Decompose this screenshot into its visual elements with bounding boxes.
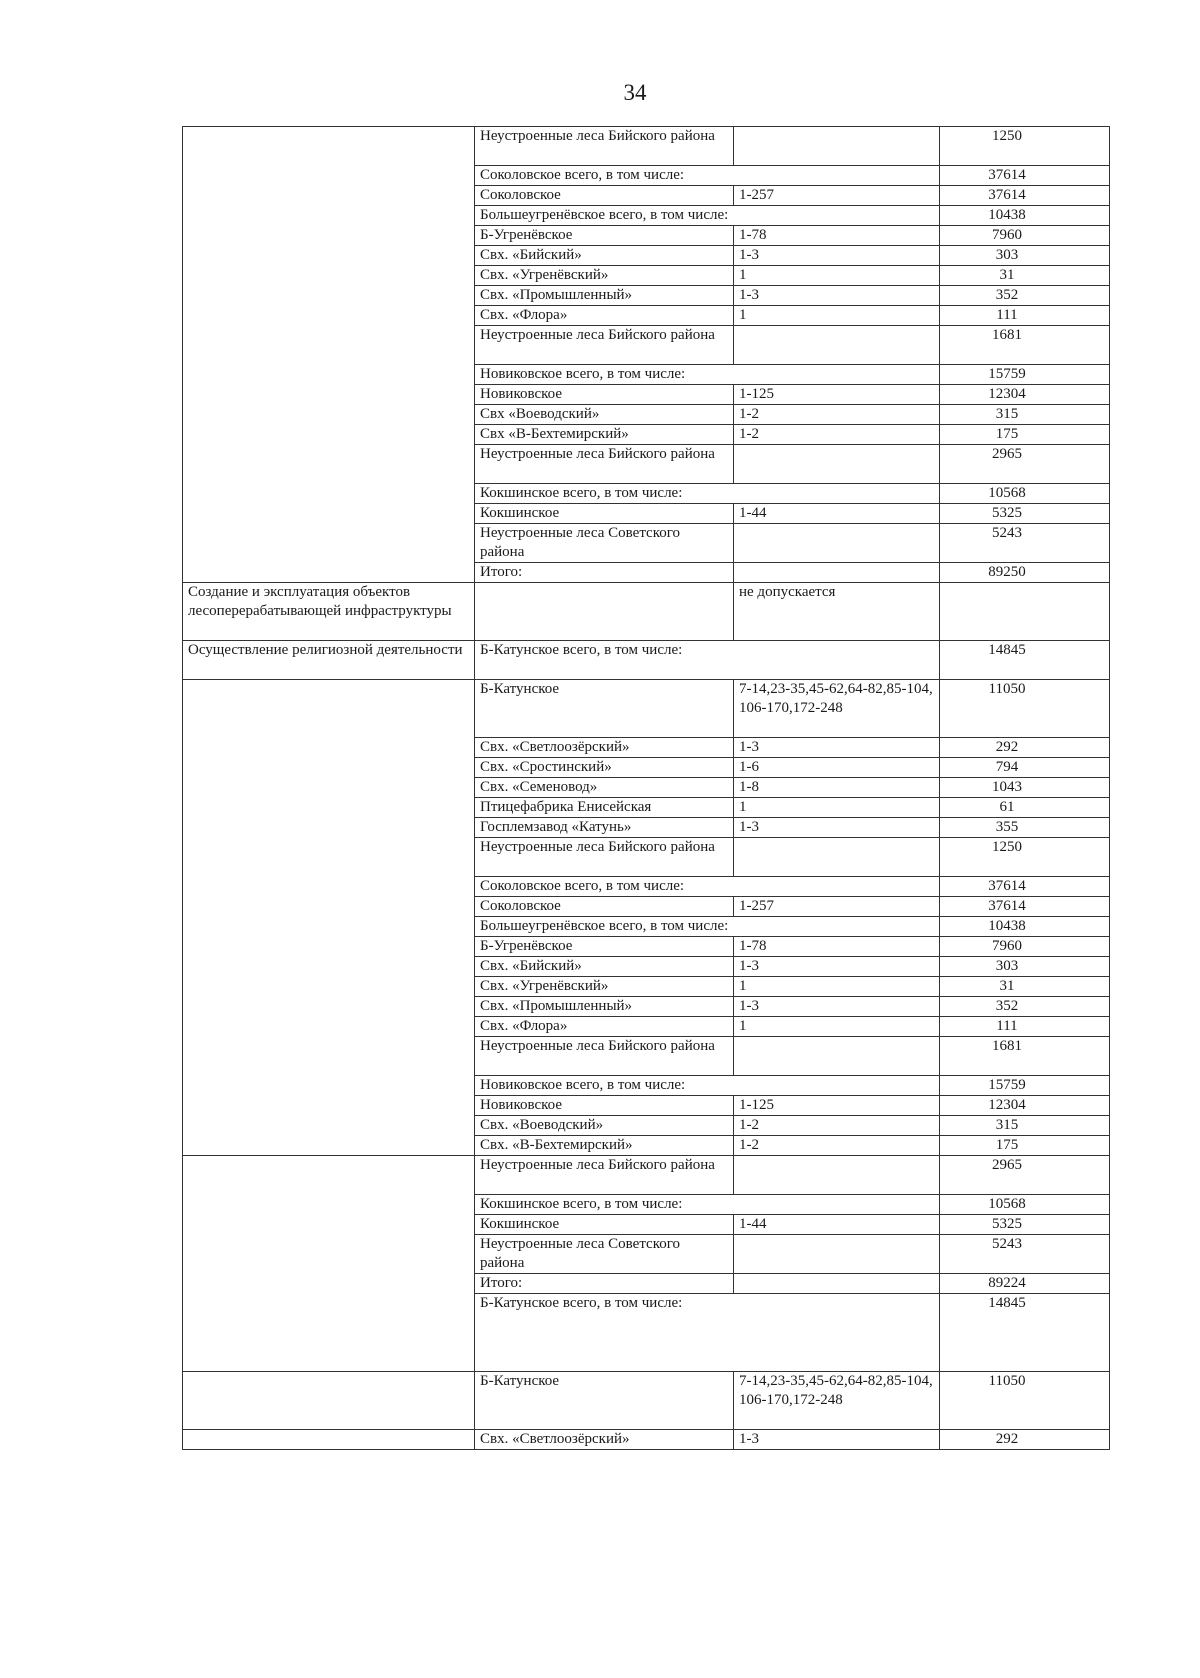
area-cell: 175 [940,425,1110,445]
area-cell: 10438 [940,917,1110,937]
forestry-cell: Свх. «Флора» [475,1017,734,1037]
quarters-cell [734,127,940,166]
quarters-cell: 1 [734,306,940,326]
area-cell: 89224 [940,1274,1110,1294]
area-cell: 37614 [940,897,1110,917]
quarters-cell: 1-44 [734,504,940,524]
area-cell: 5325 [940,504,1110,524]
forestry-cell: Кокшинское всего, в том числе: [475,484,940,504]
forestry-cell: Кокшинское [475,504,734,524]
area-cell [940,583,1110,641]
forestry-cell: Свх. «В-Бехтемирский» [475,1136,734,1156]
forestry-cell: Свх «В-Бехтемирский» [475,425,734,445]
quarters-cell: 1 [734,1017,940,1037]
forestry-cell: Свх «Воеводский» [475,405,734,425]
area-cell: 1681 [940,326,1110,365]
forestry-cell: Неустроенные леса Бийского района [475,127,734,166]
area-cell: 61 [940,798,1110,818]
area-cell: 31 [940,977,1110,997]
forestry-cell: Неустроенные леса Бийского района [475,838,734,877]
quarters-cell: 1-257 [734,897,940,917]
area-cell: 37614 [940,166,1110,186]
area-cell: 111 [940,1017,1110,1037]
page-number: 34 [623,80,647,105]
forestry-cell: Птицефабрика Енисейская [475,798,734,818]
quarters-cell: 1-3 [734,818,940,838]
quarters-cell: 1-2 [734,425,940,445]
forestry-cell: Большеугренёвское всего, в том числе: [475,917,940,937]
table-row [183,680,1110,738]
forestry-cell: Свх. «Сростинский» [475,758,734,778]
quarters-cell: 1-2 [734,1116,940,1136]
area-cell: 37614 [940,877,1110,897]
quarters-cell [734,326,940,365]
quarters-cell: 1-2 [734,405,940,425]
quarters-cell [734,563,940,583]
area-cell: 175 [940,1136,1110,1156]
area-cell: 2965 [940,445,1110,484]
quarters-cell: 1-3 [734,957,940,977]
area-cell: 89250 [940,563,1110,583]
forestry-cell: Соколовское [475,897,734,917]
area-cell: 352 [940,286,1110,306]
quarters-cell: 1-3 [734,738,940,758]
area-cell: 352 [940,997,1110,1017]
area-cell: 15759 [940,365,1110,385]
area-cell: 2965 [940,1156,1110,1195]
forestry-cell: Свх. «Промышленный» [475,286,734,306]
forestry-cell: Новиковское [475,385,734,405]
forestry-cell: Свх. «Угренёвский» [475,977,734,997]
forestry-cell: Кокшинское [475,1215,734,1235]
forestry-cell: Свх. «Светлоозёрский» [475,1430,734,1450]
activity-cell [183,680,475,1156]
quarters-cell [734,838,940,877]
forestry-cell: Неустроенные леса Бийского района [475,1156,734,1195]
forestry-cell: Неустроенные леса Бийского района [475,326,734,365]
area-cell: 37614 [940,186,1110,206]
area-cell: 5243 [940,1235,1110,1274]
area-cell: 303 [940,957,1110,977]
forestry-cell: Госплемзавод «Катунь» [475,818,734,838]
table-body [183,127,1110,1450]
quarters-cell: 1-78 [734,226,940,246]
forestry-cell: Соколовское всего, в том числе: [475,166,940,186]
forestry-cell: Неустроенные леса Советского района [475,1235,734,1274]
forestry-cell: Свх. «Семеновод» [475,778,734,798]
area-cell: 11050 [940,1372,1110,1430]
area-cell: 5243 [940,524,1110,563]
area-cell: 5325 [940,1215,1110,1235]
forestry-cell: Свх. «Бийский» [475,957,734,977]
table-row [183,1372,1110,1430]
quarters-cell: 1-2 [734,1136,940,1156]
table-row [183,1430,1110,1450]
area-cell: 15759 [940,1076,1110,1096]
area-cell: 292 [940,738,1110,758]
forestry-cell: Свх. «Бийский» [475,246,734,266]
forestry-cell: Б-Катунское [475,680,734,738]
forestry-cell [475,583,734,641]
area-cell: 14845 [940,1294,1110,1372]
quarters-cell: 1-6 [734,758,940,778]
quarters-cell: 1-78 [734,937,940,957]
forestry-cell: Кокшинское всего, в том числе: [475,1195,940,1215]
area-cell: 1681 [940,1037,1110,1076]
area-cell: 315 [940,1116,1110,1136]
quarters-cell: 7-14,23-35,45-62,64-82,85-104, 106-170,172-248 [734,1372,940,1430]
quarters-cell: 1-3 [734,997,940,1017]
forestry-cell: Б-Катунское всего, в том числе: [475,1294,940,1372]
quarters-cell: 1-8 [734,778,940,798]
area-cell: 315 [940,405,1110,425]
area-cell: 1250 [940,127,1110,166]
forestry-cell: Б-Катунское [475,1372,734,1430]
area-cell: 31 [940,266,1110,286]
forestry-cell: Неустроенные леса Бийского района [475,445,734,484]
quarters-cell: 1 [734,798,940,818]
activity-cell [183,1430,475,1450]
quarters-cell [734,445,940,484]
activity-cell [183,1372,475,1430]
area-cell: 14845 [940,641,1110,680]
forestry-table [182,126,1110,1450]
forestry-cell: Итого: [475,563,734,583]
forestry-cell: Неустроенные леса Советского района [475,524,734,563]
quarters-cell: 1-44 [734,1215,940,1235]
area-cell: 10438 [940,206,1110,226]
forestry-cell: Б-Угренёвское [475,937,734,957]
area-cell: 11050 [940,680,1110,738]
quarters-cell: 1-3 [734,1430,940,1450]
quarters-cell: 1-257 [734,186,940,206]
quarters-cell: 1-3 [734,246,940,266]
table-row [183,1156,1110,1195]
table-row [183,583,1110,641]
quarters-cell [734,1235,940,1274]
area-cell: 10568 [940,484,1110,504]
area-cell: 12304 [940,385,1110,405]
quarters-cell: 1-125 [734,385,940,405]
forestry-cell: Новиковское всего, в том числе: [475,1076,940,1096]
forestry-cell: Соколовское всего, в том числе: [475,877,940,897]
activity-cell: Осуществление религиозной деятельности [183,641,475,680]
area-cell: 1250 [940,838,1110,877]
quarters-cell: 7-14,23-35,45-62,64-82,85-104, 106-170,172-248 [734,680,940,738]
area-cell: 355 [940,818,1110,838]
table-row [183,127,1110,166]
quarters-cell: 1 [734,977,940,997]
area-cell: 794 [940,758,1110,778]
forestry-cell: Большеугренёвское всего, в том числе: [475,206,940,226]
quarters-cell: 1-125 [734,1096,940,1116]
quarters-cell [734,524,940,563]
area-cell: 7960 [940,937,1110,957]
forestry-cell: Свх. «Промышленный» [475,997,734,1017]
forestry-cell: Итого: [475,1274,734,1294]
area-cell: 10568 [940,1195,1110,1215]
area-cell: 12304 [940,1096,1110,1116]
activity-cell: Создание и эксплуатация объектов лесоперерабатывающей инфраструктуры [183,583,475,641]
area-cell: 111 [940,306,1110,326]
forestry-cell: Новиковское всего, в том числе: [475,365,940,385]
forestry-cell: Соколовское [475,186,734,206]
forestry-cell: Б-Катунское всего, в том числе: [475,641,940,680]
quarters-cell [734,1037,940,1076]
forestry-cell: Свх. «Угренёвский» [475,266,734,286]
quarters-cell [734,1274,940,1294]
area-cell: 1043 [940,778,1110,798]
table-row [183,641,1110,680]
area-cell: 7960 [940,226,1110,246]
activity-cell [183,1156,475,1372]
forestry-cell: Свх. «Светлоозёрский» [475,738,734,758]
area-cell: 292 [940,1430,1110,1450]
forestry-cell: Новиковское [475,1096,734,1116]
activity-cell [183,127,475,583]
forestry-cell: Свх. «Воеводский» [475,1116,734,1136]
quarters-cell: 1 [734,266,940,286]
quarters-cell [734,1156,940,1195]
quarters-cell: не допускается [734,583,940,641]
forestry-cell: Б-Угренёвское [475,226,734,246]
quarters-cell: 1-3 [734,286,940,306]
forestry-cell: Свх. «Флора» [475,306,734,326]
forestry-cell: Неустроенные леса Бийского района [475,1037,734,1076]
area-cell: 303 [940,246,1110,266]
